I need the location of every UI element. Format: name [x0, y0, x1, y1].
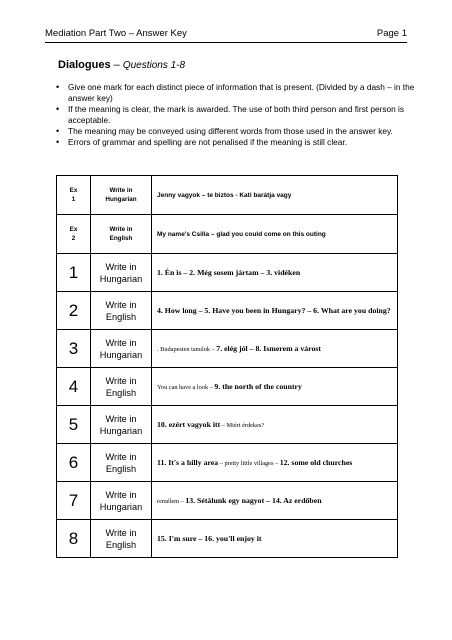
question-answer: 4. How long – 5. Have you been in Hungary? – 6. What are you doing?	[152, 292, 398, 330]
question-row	[57, 330, 398, 368]
question-row	[57, 444, 398, 482]
question-number: 1	[57, 254, 91, 292]
rule-item: • Errors of grammar and spelling are not penalised if the meaning is still clear.	[68, 137, 418, 148]
question-row	[57, 292, 398, 330]
question-row	[57, 406, 398, 444]
question-answer: 1. Én is – 2. Még sosem jártam – 3. vidéken	[152, 254, 398, 292]
language-instruction: Write in Hungarian	[91, 406, 152, 444]
marking-rules-list	[56, 82, 418, 148]
language-instruction: Write in English	[91, 292, 152, 330]
question-answer: 10. ezért vagyok itt – Miért érdekes?	[152, 406, 398, 444]
header-divider	[45, 42, 407, 43]
question-row	[57, 482, 398, 520]
example-row	[57, 215, 398, 254]
question-number: 6	[57, 444, 91, 482]
language-instruction: Write in English	[91, 444, 152, 482]
question-answer: 11. It's a hilly area – pretty little villages – 12. some old churches	[152, 444, 398, 482]
question-number: 4	[57, 368, 91, 406]
answer-table	[56, 175, 398, 558]
question-number: 7	[57, 482, 91, 520]
language-instruction: Write in English	[91, 215, 152, 254]
section-heading	[58, 59, 185, 71]
rule-item: • If the meaning is clear, the mark is awarded. The use of both third person and first person is acceptable.	[68, 104, 418, 126]
section-subtitle: Questions 1-8	[122, 60, 186, 71]
question-answer: remélem – 13. Sétálunk egy nagyot – 14. Az erdőben	[152, 482, 398, 520]
rule-item: • The meaning may be conveyed using different words from those used in the answer key.	[68, 126, 418, 137]
language-instruction: Write in Hungarian	[91, 254, 152, 292]
question-row	[57, 254, 398, 292]
language-instruction: Write in Hungarian	[91, 330, 152, 368]
language-instruction: Write in Hungarian	[91, 176, 152, 215]
language-instruction: Write in English	[91, 368, 152, 406]
question-answer: . Budapesten tanulok – 7. elég jól – 8. Ismerem a várost	[152, 330, 398, 368]
example-answer: My name's Csilla – glad you could come on this outing	[152, 215, 398, 254]
header-title: Mediation Part Two – Answer Key	[45, 28, 187, 39]
question-answer: 15. I'm sure – 16. you'll enjoy it	[152, 520, 398, 558]
example-answer: Jenny vagyok – te biztos - Kati barátja vagy	[152, 176, 398, 215]
example-label: Ex 2	[57, 215, 91, 254]
question-row	[57, 520, 398, 558]
language-instruction: Write in Hungarian	[91, 482, 152, 520]
question-row	[57, 368, 398, 406]
example-label: Ex 1	[57, 176, 91, 215]
section-separator: –	[110, 59, 123, 71]
question-number: 2	[57, 292, 91, 330]
page-header	[45, 28, 407, 42]
language-instruction: Write in English	[91, 520, 152, 558]
question-number: 3	[57, 330, 91, 368]
question-number: 8	[57, 520, 91, 558]
page-number: Page 1	[376, 28, 407, 39]
rule-item: • Give one mark for each distinct piece of information that is present. (Divided by a dash – in the answer key)	[68, 82, 418, 104]
section-title: Dialogues	[58, 59, 111, 71]
question-answer: You can have a look – 9. the north of the country	[152, 368, 398, 406]
question-number: 5	[57, 406, 91, 444]
example-row	[57, 176, 398, 215]
